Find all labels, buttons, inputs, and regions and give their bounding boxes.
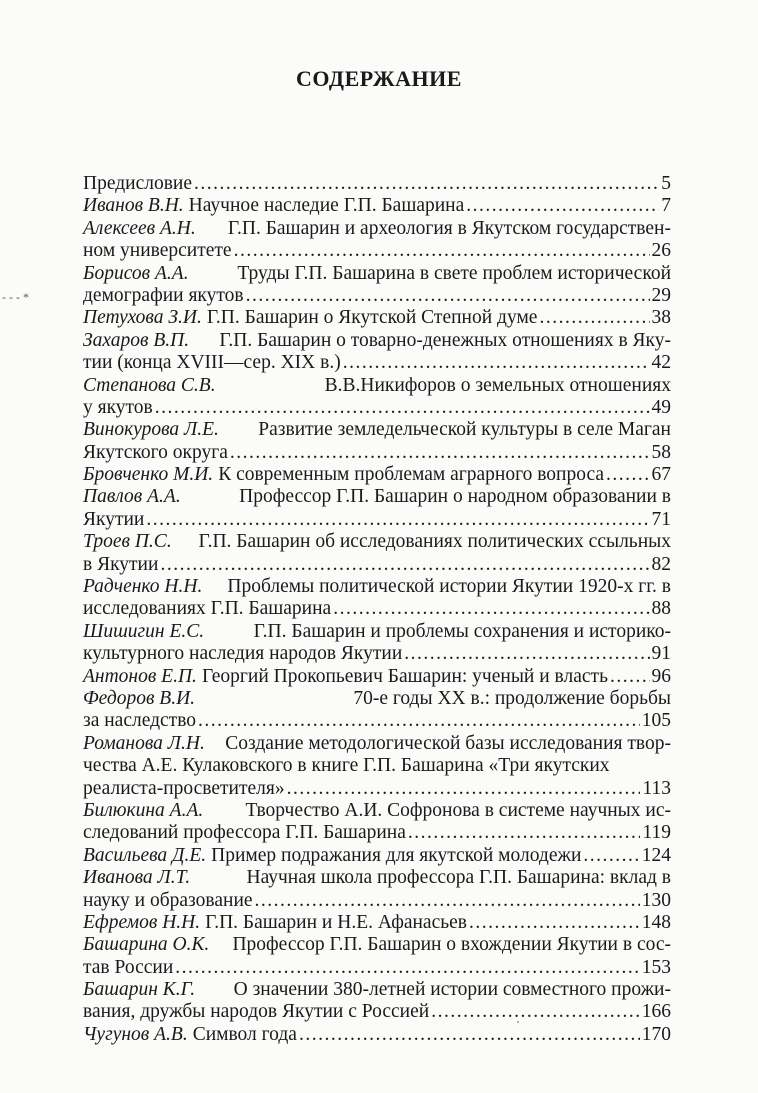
- toc-line: [83, 934, 671, 956]
- toc-entry: [83, 934, 671, 979]
- entry-title: науку и образование: [83, 889, 253, 911]
- entry-title: Научная школа профессора Г.П. Башарина: вклад в: [246, 867, 671, 889]
- page-number: 67: [651, 464, 671, 486]
- entry-author: Бровченко М.И.: [83, 464, 214, 486]
- entry-title: исследованиях Г.П. Башарина: [83, 598, 332, 620]
- entry-title: Якутии: [83, 508, 145, 530]
- toc-line: [83, 912, 671, 934]
- toc-line: [83, 464, 671, 486]
- toc-line: [83, 554, 671, 576]
- entry-title: Предисловие: [83, 173, 193, 194]
- dot-leader: [146, 509, 649, 531]
- dot-leader: [431, 1001, 640, 1023]
- page-number: 105: [641, 710, 671, 732]
- toc-line: [83, 800, 671, 822]
- entry-title: Пример подражания для якутской молодежи: [211, 844, 582, 866]
- dot-leader: [194, 173, 659, 195]
- entry-author: Васильева Д.Е.: [83, 844, 207, 866]
- toc-entry: [83, 263, 671, 308]
- toc-line: [83, 195, 671, 217]
- entry-title: следований профессора Г.П. Башарина: [83, 822, 406, 844]
- toc-line: [83, 285, 671, 307]
- dot-leader: [230, 442, 650, 464]
- toc-entry: [83, 173, 671, 195]
- dot-leader: [234, 240, 650, 262]
- toc-entry: [83, 845, 671, 867]
- dot-leader: [333, 598, 649, 620]
- toc-entry: [83, 195, 671, 217]
- entry-title: К современным проблемам аграрного вопроса: [218, 464, 605, 486]
- dot-leader: [606, 464, 649, 486]
- toc-entry: [83, 979, 671, 1024]
- entry-title: Г.П. Башарин и проблемы сохранения и историко-: [253, 620, 671, 642]
- entry-title: Профессор Г.П. Башарин о народном образовании в: [239, 486, 671, 508]
- dot-leader: [408, 822, 641, 844]
- entry-title: Труды Г.П. Башарина в свете проблем исторической: [237, 262, 671, 284]
- dot-leader: [583, 845, 639, 867]
- entry-author: Степанова С.В.: [83, 374, 216, 396]
- toc-line: [83, 307, 671, 329]
- page-number: 130: [641, 889, 671, 911]
- toc-entry: [83, 464, 671, 486]
- page-number: 119: [642, 822, 671, 844]
- entry-title: в Якутии: [83, 553, 159, 575]
- page-number: 91: [651, 643, 671, 665]
- entry-author: Борисов А.А.: [83, 262, 189, 284]
- entry-title: чества А.Е. Кулаковского в книге Г.П. Башарина «Три якутских: [83, 755, 610, 777]
- dot-leader: [539, 307, 649, 329]
- entry-author: Троев П.С.: [83, 531, 172, 553]
- toc-line: [83, 755, 671, 777]
- entry-author: Билюкина А.А.: [83, 799, 204, 821]
- toc-line: [83, 666, 671, 688]
- page-number: 153: [641, 956, 671, 978]
- entry-author: Башарина О.К.: [83, 934, 210, 956]
- page-number: 38: [651, 307, 671, 329]
- entry-author: Винокурова Л.Е.: [83, 419, 219, 441]
- toc-entry: [83, 621, 671, 666]
- toc-line: [83, 330, 671, 352]
- toc-line: [83, 531, 671, 553]
- page-number: 26: [651, 240, 671, 262]
- toc-entry: [83, 576, 671, 621]
- entry-author: Ефремов Н.Н.: [83, 911, 201, 933]
- entry-title: демографии якутов: [83, 284, 244, 306]
- page-number: 148: [641, 911, 671, 933]
- toc-line: [83, 352, 671, 374]
- entry-title: Творчество А.И. Софронова в системе научных ис-: [245, 799, 671, 821]
- entry-author: Романова Л.Н.: [83, 732, 205, 754]
- entry-author: Шишигин Е.С.: [83, 620, 205, 642]
- toc-line: [83, 263, 671, 285]
- page-number: 88: [651, 598, 671, 620]
- entry-title: реалиста-просветителя»: [83, 777, 285, 799]
- entry-title: за наследство: [83, 710, 197, 732]
- entry-author: Павлов А.А.: [83, 486, 181, 508]
- toc-entry: [83, 218, 671, 263]
- entry-author: Антонов Е.П.: [83, 665, 197, 687]
- page-number: 71: [651, 508, 671, 530]
- dot-leader: [469, 912, 640, 934]
- entry-title: Г.П. Башарин и археология в Якутском государствен-: [227, 217, 671, 239]
- toc-line: [83, 867, 671, 889]
- toc-line: [83, 688, 671, 710]
- page-number: 82: [651, 553, 671, 575]
- toc-entry: [83, 486, 671, 531]
- page-number: 29: [651, 284, 671, 306]
- toc-entry: [83, 531, 671, 576]
- toc-line: [83, 733, 671, 755]
- page-number: 96: [651, 665, 671, 687]
- entry-title: Научное наследие Г.П. Башарина: [188, 195, 465, 217]
- margin-mark: - - - *: [2, 290, 29, 304]
- table-of-contents: [83, 173, 671, 1046]
- entry-title: Г.П. Башарин о товарно-денежных отношениях в Яку-: [219, 329, 671, 351]
- entry-title: 70-е годы XX в.: продолжение борьбы: [353, 687, 671, 709]
- entry-title: тии (конца XVIII—сер. XIX в.): [83, 352, 341, 374]
- entry-author: Алексеев А.Н.: [83, 217, 196, 239]
- entry-title: Создание методологической базы исследования твор-: [225, 732, 671, 754]
- toc-line: [83, 778, 671, 800]
- entry-author: Чугунов А.В.: [83, 1023, 188, 1045]
- dot-leader: [404, 643, 649, 665]
- entry-title: у якутов: [83, 396, 153, 418]
- toc-line: [83, 957, 671, 979]
- toc-line: [83, 890, 671, 912]
- dot-leader: [466, 195, 659, 217]
- dot-leader: [255, 890, 640, 912]
- toc-line: [83, 822, 671, 844]
- toc-line: [83, 576, 671, 598]
- entry-author: Федоров В.И.: [83, 687, 196, 709]
- page-number: 113: [642, 777, 671, 799]
- entry-author: Иванова Л.Т.: [83, 867, 191, 889]
- toc-entry: [83, 867, 671, 912]
- toc-entry: [83, 307, 671, 329]
- entry-title: Георгий Прокопьевич Башарин: ученый и власть: [201, 665, 608, 687]
- toc-line: [83, 598, 671, 620]
- toc-line: [83, 240, 671, 262]
- entry-author: Радченко Н.Н.: [83, 576, 203, 598]
- entry-title: тав России: [83, 956, 174, 978]
- toc-line: [83, 419, 671, 441]
- toc-entry: [83, 375, 671, 420]
- toc-entry: [83, 800, 671, 845]
- entry-title: культурного наследия народов Якутии: [83, 643, 403, 665]
- page-number: 166: [641, 1001, 671, 1023]
- entry-title: В.В.Никифоров о земельных отношениях: [324, 374, 671, 396]
- toc-line: [83, 375, 671, 397]
- toc-line: [83, 845, 671, 867]
- entry-title: Проблемы политической истории Якутии 1920-х гг. в: [227, 576, 671, 598]
- toc-line: [83, 486, 671, 508]
- toc-line: [83, 218, 671, 240]
- toc-line: [83, 1001, 671, 1023]
- dot-leader: [299, 1024, 640, 1046]
- page-number: 170: [641, 1023, 671, 1045]
- toc-entry: [83, 1024, 671, 1046]
- entry-title: Профессор Г.П. Башарин о вхождении Якутии в сос-: [232, 934, 671, 956]
- page-title: СОДЕРЖАНИЕ: [296, 66, 462, 91]
- page-number: 5: [661, 173, 671, 194]
- dot-leader: [198, 710, 640, 732]
- entry-title: Г.П. Башарин о Якутской Степной думе: [206, 307, 538, 329]
- toc-entry: [83, 733, 671, 800]
- scan-speck: [517, 1021, 519, 1023]
- page-number: 7: [661, 195, 671, 217]
- entry-title: Г.П. Башарин и Н.Е. Афанасьев: [205, 911, 467, 933]
- toc-line: [83, 643, 671, 665]
- page-number: 58: [651, 441, 671, 463]
- dot-leader: [175, 957, 639, 979]
- page-number: 124: [641, 844, 671, 866]
- dot-leader: [343, 352, 650, 374]
- toc-line: [83, 621, 671, 643]
- entry-title: Якутского округа: [83, 441, 228, 463]
- entry-title: ном университете: [83, 240, 232, 262]
- entry-title: Символ года: [192, 1023, 297, 1045]
- toc-entry: [83, 330, 671, 375]
- entry-title: Г.П. Башарин об исследованиях политических ссыльных: [198, 531, 671, 553]
- toc-line: [83, 710, 671, 732]
- dot-leader: [160, 554, 649, 576]
- page-number: 42: [651, 352, 671, 374]
- toc-entry: [83, 419, 671, 464]
- dot-leader: [610, 666, 650, 688]
- toc-entry: [83, 666, 671, 688]
- entry-author: Захаров В.П.: [83, 329, 190, 351]
- entry-author: Башарин К.Г.: [83, 979, 196, 1001]
- toc-line: [83, 509, 671, 531]
- dot-leader: [155, 397, 650, 419]
- entry-title: вания, дружбы народов Якутии с Россией: [83, 1001, 430, 1023]
- dot-leader: [287, 778, 641, 800]
- entry-author: Петухова З.И.: [83, 307, 202, 329]
- toc-entry: [83, 688, 671, 733]
- toc-line: [83, 442, 671, 464]
- entry-title: Развитие земледельческой культуры в селе Маган: [258, 419, 671, 441]
- toc-line: [83, 397, 671, 419]
- toc-line: [83, 173, 671, 195]
- entry-title: О значении 380-летней истории совместного прожи-: [233, 979, 671, 1001]
- entry-author: Иванов В.Н.: [83, 195, 184, 217]
- toc-line: [83, 1024, 671, 1046]
- dot-leader: [246, 285, 650, 307]
- toc-line: [83, 979, 671, 1001]
- toc-entry: [83, 912, 671, 934]
- page-number: 49: [651, 396, 671, 418]
